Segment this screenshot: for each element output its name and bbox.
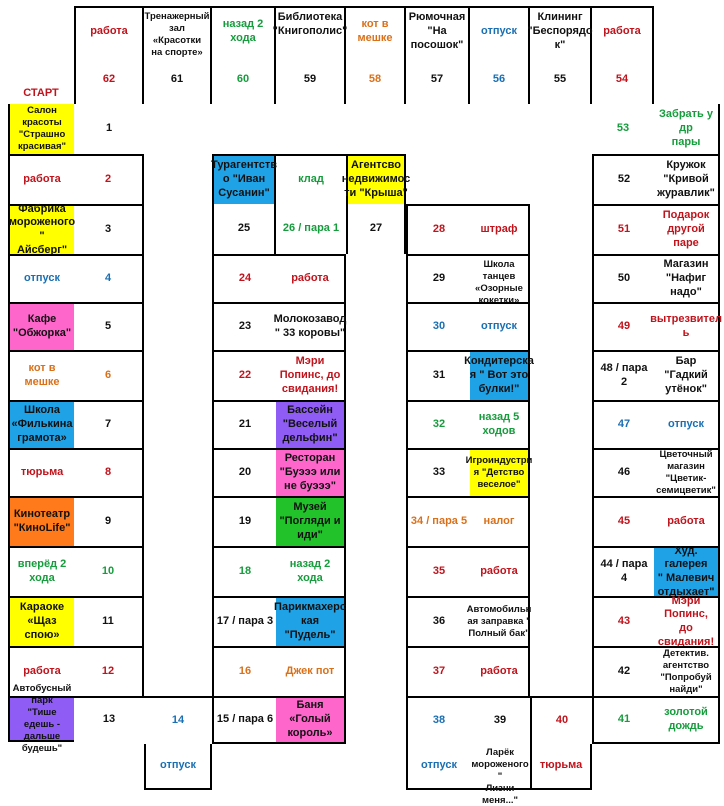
cell-t-ryumochnaya: Рюмочная "На посошок" [406,6,470,56]
cell-c26: клад [276,154,346,204]
cell-l8: тюрьма [8,448,74,496]
cell-r51: Подарок другой паре [654,204,720,254]
cell-n38: 38 [406,696,470,744]
cell-l4: отпуск [8,254,74,302]
cell-l5: Кафе "Обжорка" [8,302,74,350]
cell-n31: 31 [406,350,470,400]
cell-c23: Молокозавод " 33 коровы" [276,302,346,350]
cell-t-trenazher: Тренажерный зал «Красотки на спорте» [144,6,212,56]
cell-r47: отпуск [654,400,720,448]
cell-l1: Салон красоты "Страшно красивая" [8,104,74,154]
cell-l13: Автобусный парк "Тише едешь - дальше будешь" [8,696,74,742]
cell-c20: Ресторан "Буэээ или не буэээ" [276,448,346,496]
cell-n47: 47 [592,400,654,448]
cell-n43: 43 [592,596,654,646]
cell-c28: штраф [470,204,530,254]
cell-c29: Школа танцев «Озорные кокетки» [470,254,530,302]
cell-c34: налог [470,496,530,546]
cell-c24: работа [276,254,346,302]
cell-c18: назад 2 хода [276,546,346,596]
cell-n52: 52 [592,154,654,204]
cell-n55: 55 [530,56,592,104]
cell-n34: 34 / пара 5 [406,496,470,546]
cell-n24: 24 [212,254,276,302]
cell-r49: вытрезвител ь [654,302,720,350]
cell-l6: кот в мешке [8,350,74,400]
cell-c19: Музей "Погляди и иди" [276,496,346,546]
cell-r42: Детектив. агентство "Попробуй найди" [654,646,720,696]
cell-n49: 49 [592,302,654,350]
cell-n37: 37 [406,646,470,696]
cell-n7: 7 [74,400,144,448]
cell-r50: Магазин "Нафиг надо" [654,254,720,302]
cell-c15: Баня «Голый король» [276,696,346,744]
cell-n1: 1 [105,122,113,135]
cell-n22: 22 [212,350,276,400]
cell-r53: Забрать у др пары [654,104,720,154]
cell-r45: работа [654,496,720,546]
cell-n62: 62 [74,56,144,104]
cell-t-rabota: работа [74,6,144,56]
cell-l7: Школа «Филькина грамота» [8,400,74,448]
cell-n27: 27 [346,204,406,254]
cell-n33: 33 [406,448,470,496]
cell-n50: 50 [592,254,654,302]
cell-c30: отпуск [470,302,530,350]
cell-c35: работа [470,546,530,596]
cell-l2: работа [8,154,74,204]
cell-n26: 26 / пара 1 [282,222,340,235]
cell-n46: 46 [592,448,654,496]
cell-t40: тюрьма [530,744,592,790]
cell-c37: работа [470,646,530,696]
cell-c22: Мэри Попинс, до свидания! [276,350,346,400]
cell-n42: 42 [592,646,654,696]
cell-n17: 17 / пара 3 [212,596,276,646]
cell-n56: 56 [470,56,530,104]
cell-c25: Турагентств о "Иван Сусанин" [212,154,276,204]
cell-n4: 4 [74,254,144,302]
cell-c17: Парикмахерс кая "Пудель" [276,596,346,646]
cell-n44: 44 / пара 4 [592,546,654,596]
cell-c21: Бассейн "Веселый дельфин" [276,400,346,448]
cell-r44: Худ. галерея " Малевич отдыхает" [654,546,720,596]
cell-n35: 35 [406,546,470,596]
cell-n48: 48 / пара 2 [592,350,654,400]
cell-n61: 61 [144,56,212,104]
cell-n12: 12 [74,646,144,696]
cell-n25: 25 [212,204,276,254]
cell-c16: Джек пот [276,646,346,696]
cell-n51: 51 [592,204,654,254]
cell-l12: работа [8,646,74,696]
cell-n20: 20 [212,448,276,496]
cell-n36: 36 [406,596,470,646]
cell-n39: 39 [470,696,530,744]
cell-n59: 59 [276,56,346,104]
cell-t-klining: Клининг "Беспорядо к" [530,6,592,56]
cell-n19: 19 [212,496,276,546]
cell-c33: Игроиндустри я "Детство веселое" [470,448,530,496]
cell-n5: 5 [74,302,144,350]
cell-n11: 11 [74,596,144,646]
cell-n58: 58 [346,56,406,104]
cell-l3: Фабрика мороженого " Айсберг" [8,202,76,256]
cell-l11: Караоке «Щаз спою» [8,596,74,646]
cell-t-kot58: кот в мешке [346,6,406,56]
cell-t39: Ларёк мороженого " Лизни меня..." [470,744,530,790]
cell-t-biblio: Библиотека "Книгополис" [276,6,346,56]
cell-t-nazad2: назад 2 хода [212,6,276,56]
cell-n40: 40 [530,696,592,744]
cell-n54: 54 [592,56,654,104]
cell-l10: вперёд 2 хода [8,546,74,596]
cell-r52: Кружок "Кривой журавлик" [654,154,720,204]
cell-n41: 41 [592,696,654,744]
cell-n16: 16 [212,646,276,696]
cell-n23: 23 [212,302,276,350]
cell-n21: 21 [212,400,276,448]
cell-c31: Кондитерска я " Вот это булки!" [470,350,530,400]
cell-r41: золотой дождь [654,696,720,744]
cell-t14: отпуск [144,744,212,790]
cell-n60: 60 [212,56,276,104]
cell-c36: Автомобильн ая заправка " Полный бак" [470,596,530,646]
cell-l9: Кинотеатр "КиноLife" [8,496,74,546]
cell-r43: Мэри Попинс, до свидания! [654,596,720,646]
cell-r48: Бар "Гадкий утёнок" [654,350,720,400]
cell-n2: 2 [74,154,144,204]
start-label: СТАРТ [23,87,59,100]
cell-n53: 53 [616,122,630,135]
cell-n14: 14 [144,696,212,744]
cell-n45: 45 [592,496,654,546]
cell-n30: 30 [406,302,470,350]
cell-n13: 13 [74,696,144,742]
cell-n18: 18 [212,546,276,596]
cell-n9: 9 [74,496,144,546]
cell-n6: 6 [74,350,144,400]
cell-n3: 3 [74,204,144,254]
cell-t38: отпуск [406,744,470,790]
cell-n57: 57 [406,56,470,104]
cell-t-rabota54: работа [592,6,654,56]
cell-n32: 32 [406,400,470,448]
cell-c27: Агентсво недвижимос ти "Крыша" [346,154,406,204]
cell-c32: назад 5 ходов [470,400,530,448]
cell-n29: 29 [406,254,470,302]
cell-n10: 10 [74,546,144,596]
cell-n8: 8 [74,448,144,496]
cell-r46: Цветочный магазин "Цветик- семицветик" [654,448,720,496]
cell-n15: 15 / пара 6 [212,696,276,744]
cell-n28: 28 [406,204,470,254]
cell-t-otpusk56: отпуск [470,6,530,56]
